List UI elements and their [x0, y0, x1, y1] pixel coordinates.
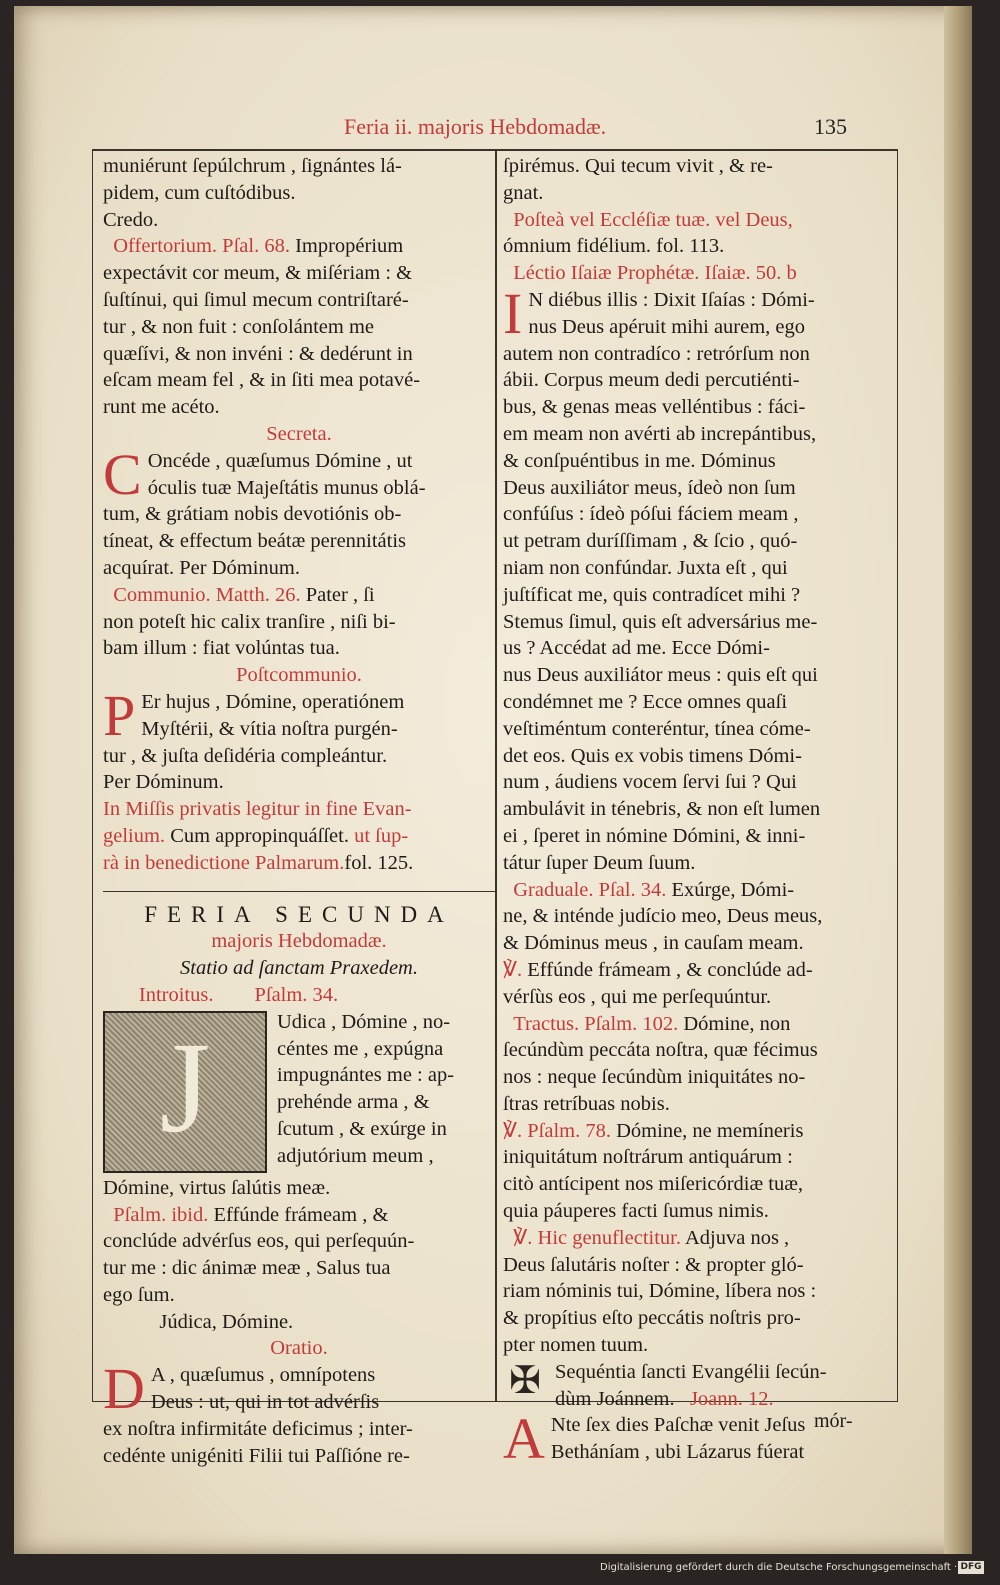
introitus-paragraph [103, 1009, 495, 1202]
graduale-label: Graduale. Pſal. 34. [513, 878, 667, 901]
text-line: quæſívi, & non invéni : & dedérunt in [103, 342, 413, 365]
catchword: mór- [814, 1410, 853, 1432]
text-line: nos : neque ſecúndùm iniquitátes no- [503, 1066, 806, 1089]
missis-line [103, 850, 495, 877]
text-line: Dómine, ne memíneris [616, 1119, 804, 1142]
text-line: Cum appropinquáſſet. [170, 824, 349, 847]
text-line: us ? Accédat ad me. Ecce Dómi- [503, 637, 770, 660]
versicle-line [503, 957, 895, 984]
text-line: ſuſtínui, qui ſimul mecum contriſtaré- [103, 288, 409, 311]
initial-letter: I [503, 280, 523, 346]
text-line: Effúnde frámeam , & [213, 1203, 389, 1226]
text-line: Deus ſalutáris noſter : & propter gló- [503, 1253, 804, 1276]
text-line: ſcutum , & exúrge in [277, 1117, 447, 1140]
section-separator [103, 891, 495, 892]
tractus-label: Tractus. Pſalm. 102. [513, 1012, 679, 1035]
text-line: juſtíficat me, quis contradícet mihi ? [503, 583, 801, 606]
text-line: & propítius eſto peccátis noſtris pro- [503, 1307, 801, 1330]
page-number: 135 [814, 114, 847, 139]
versicle-line [503, 1118, 895, 1145]
introitus-label: Introitus. [138, 983, 214, 1006]
postea-rubric [503, 207, 895, 234]
text-line: bam illum : fiat volúntas tua. [103, 637, 340, 660]
text-line: céntes me , expúgna [277, 1037, 444, 1060]
text-line: condémnet me ? Ecce omnes quaſi [503, 690, 788, 713]
text-line: Deus : ut, qui in tot advérſis [150, 1391, 380, 1414]
text-line: tur me : dic ánimæ meæ , Salus tua [103, 1257, 391, 1280]
psalm-ibid-label: Pſalm. ibid. [113, 1203, 209, 1226]
text-line: expectávit cor meum, & miſériam : & [103, 262, 413, 285]
text-line: tíneat, & effectum beátæ perennitátis [103, 530, 407, 553]
column-divider [495, 151, 497, 1401]
text-line: Sequéntia ſancti Evangélii ſecún- [555, 1360, 827, 1383]
offertorium-label: Offertorium. Pſal. 68. [113, 235, 290, 258]
text-line: N diébus illis : Dixit Iſaías : Dómi- [528, 288, 815, 311]
text-line: num , áudiens vocem ſervi ſui ? Qui [503, 771, 797, 794]
initial-letter: A [503, 1406, 545, 1472]
text-line: óculis tuæ Majeſtátis munus oblá- [147, 476, 426, 499]
text-line: tum, & grátiam nobis devotiónis ob- [103, 503, 402, 526]
text-line: ut petram duríſſimam , & ſcio , quó- [503, 530, 798, 553]
text-line: iniquitátum noſtrárum antiquárum : [503, 1146, 793, 1169]
text-line: muniérunt ſepúlchrum , ſignántes lá- [103, 155, 402, 177]
rubric-text: rà in benedictione Palmarum. [103, 851, 345, 874]
left-column [103, 153, 495, 1467]
text-line: runt me acéto. [103, 396, 220, 419]
running-title: Feria ii. majoris Hebdomadæ. [344, 114, 607, 139]
text-line: Stemus ſimul, quis eſt adversárius me- [503, 610, 818, 633]
text-line: ego ſum. [103, 1283, 175, 1306]
text-line: Oncéde , quæſumus Dómine , ut [147, 449, 413, 472]
text-line: vérſùs eos , qui me perſequúntur. [503, 985, 772, 1008]
communio-label: Communio. Matth. 26. [113, 583, 301, 606]
initial-letter: D [103, 1356, 145, 1422]
text-line: Dómine, virtus ſalútis meæ. [103, 1176, 331, 1199]
text-line: ei , ſperet in nómine Dómini, & inni- [503, 824, 806, 847]
text-line: Deus auxiliátor meus, ídeò non ſum [503, 476, 796, 499]
offertorium-line [103, 233, 495, 260]
text-line: acquírat. Per Dóminum. [103, 556, 300, 579]
text-line: cedénte unigéniti Filii tui Paſſióne re- [103, 1444, 410, 1467]
text-line: nus Deus auxiliátor meus : quis eſt qui [503, 664, 818, 687]
rubric-text: Poſteà vel Eccléſiæ tuæ. vel Deus, [513, 208, 793, 231]
text-line: quia páuperes facti ſumus nimis. [503, 1200, 769, 1223]
initial-letter: C [103, 441, 142, 507]
genuflect-rubric: ℣. Hic genuflectitur. [513, 1226, 681, 1249]
text-line: Er hujus , Dómine, operatiónem [141, 690, 405, 713]
text-line: tátur ſuper Deum ſuum. [503, 851, 696, 874]
text-line: bus, & genas meas velléntibus : fáci- [503, 396, 806, 419]
rubric-text: ut ſup- [354, 824, 409, 847]
lectio-line [503, 260, 895, 287]
woodcut-letter: J [159, 1015, 211, 1160]
text-line: A , quæſumus , omnípotens [150, 1364, 376, 1387]
text-line: citò antícipent nos miſericórdiæ tuæ, [503, 1173, 804, 1196]
text-line: Impropérium [295, 235, 404, 258]
text-line: pter nomen tuum. [503, 1334, 649, 1357]
text-line: Myſtérii, & vítia noſtra purgén- [141, 717, 398, 740]
text-line: em meam non avérti ab increpántibus, [503, 422, 817, 445]
text-line: eſcam meam fel , & in ſiti mea potavé- [103, 369, 421, 392]
text-line: & Dóminus meus , in cauſam meam. [503, 932, 804, 955]
text-line: Betháníam , ubi Lázarus fúerat [550, 1441, 805, 1464]
text-line: Exúrge, Dómi- [671, 878, 795, 901]
digitization-footer: Digitalisierung gefördert durch die Deutsche Forschungsgemeinschaft · [600, 1562, 958, 1573]
text-line: tur , & non fuit : conſolántem me [103, 315, 375, 338]
text-line: ne, & inténde judício meo, Deus meus, [503, 905, 823, 928]
text-line: Per Dóminum. [103, 771, 224, 794]
text-line: nus Deus apéruit mihi aurem, ego [528, 315, 806, 338]
missis-rubric: In Miſſis privatis legitur in fine Evan- [103, 798, 412, 821]
text-line: ábii. Corpus meum dedi percutiénti- [503, 369, 800, 392]
text-line: Effúnde frámeam , & conclúde ad- [527, 958, 813, 981]
majoris-subheading: majoris Hebdomadæ. [211, 930, 387, 953]
text-line: confúſus : ídeò póſui fáciem meam , [503, 503, 799, 526]
feria-heading: FERIA SECUNDA [144, 901, 454, 927]
oratio-paragraph [103, 1356, 495, 1469]
communio-line [103, 582, 495, 609]
woodcut-initial-image [103, 1011, 267, 1173]
text-line: Nte ſex dies Paſchæ venit Jeſus [550, 1414, 806, 1437]
text-line: adjutórium meum , [277, 1144, 434, 1167]
credo-text: Credo. [103, 208, 159, 231]
sequentia-line [503, 1386, 895, 1413]
introitus-line [103, 982, 495, 1009]
text-line: fol. 125. [344, 851, 414, 874]
psalm-ibid-line [103, 1202, 495, 1229]
statio-line: Statio ad ſanctam Praxedem. [180, 957, 418, 980]
versicle-mark: ℣. [503, 958, 523, 981]
text-line: Adjuva nos , [684, 1226, 790, 1249]
text-line: autem non contradíco : retrórſum non [503, 342, 810, 365]
secreta-paragraph [103, 441, 495, 582]
text-line: Udica , Dómine , no- [277, 1010, 451, 1033]
book-spine [944, 6, 972, 1554]
text-line: niam non confúndar. Juxta eſt , qui [503, 556, 788, 579]
oratio-heading: Oratio. [270, 1337, 328, 1360]
missis-line [103, 823, 495, 850]
text-line: ex noſtra infirmitáte deficimus ; inter- [103, 1417, 413, 1440]
text-line: prehénde arma , & [277, 1091, 430, 1114]
text-line: & conſpuéntibus in me. Dóminus [503, 449, 776, 472]
text-line: ſecúndùm peccáta noſtra, quæ fécimus [503, 1039, 818, 1062]
initial-letter: P [103, 682, 136, 748]
text-line: ómnium fidélium. fol. 113. [503, 235, 725, 258]
text-line: veſtiméntum conteréntur, tínea cóme- [503, 717, 811, 740]
text-line: ambulávit in ténebris, & non eſt lumen [503, 798, 821, 821]
text-line: dùm Joánnem. [555, 1387, 675, 1410]
sequentia-block [503, 1359, 895, 1413]
text-line: ſtras retríbuas nobis. [503, 1092, 670, 1115]
text-line: Júdica, Dómine. [159, 1310, 294, 1333]
psalm-reference: Pſalm. 34. [254, 983, 339, 1006]
text-line: riam nóminis tui, Dómine, líbera nos : [503, 1280, 817, 1303]
versicle-label: ℣. Pſalm. 78. [503, 1119, 611, 1142]
secreta-heading: Secreta. [266, 422, 332, 445]
text-line: conclúde advérſus eos, qui perſequún- [103, 1230, 415, 1253]
postcommunio-paragraph [103, 682, 495, 796]
text-line: ſpirémus. Qui tecum vivit , & re- [503, 155, 773, 177]
text-line: tur , & juſta deſidéria compleántur. [103, 744, 388, 767]
text-line: gnat. [503, 181, 544, 204]
lectio-reference: Iſaiæ. 50. b [704, 262, 797, 285]
lectio-label: Léctio Iſaiæ Prophétæ. [513, 262, 700, 285]
cross-ornament-icon: ✠ [509, 1359, 541, 1402]
book-page [14, 6, 972, 1554]
text-line: Pater , ſi [305, 583, 375, 606]
rubric-text: gelium. [103, 824, 166, 847]
gospel-reference: Joann. 12. [689, 1387, 774, 1410]
lectio-paragraph [503, 280, 895, 877]
versicle-line [503, 1225, 895, 1252]
tractus-line [503, 1011, 895, 1038]
judica-line [103, 1309, 495, 1336]
dfg-logo: DFG [958, 1561, 984, 1574]
graduale-line [503, 877, 895, 904]
text-line: pidem, cum cuſtódibus. [103, 181, 296, 204]
postcommunio-heading: Poſtcommunio. [236, 664, 362, 687]
text-line: Dómine, non [683, 1012, 791, 1035]
text-line: det eos. Quis ex vobis timens Dómi- [503, 744, 802, 767]
text-line: impugnántes me : ap- [277, 1064, 455, 1087]
text-line: non poteſt hic calix tranſire , niſi bi- [103, 610, 396, 633]
